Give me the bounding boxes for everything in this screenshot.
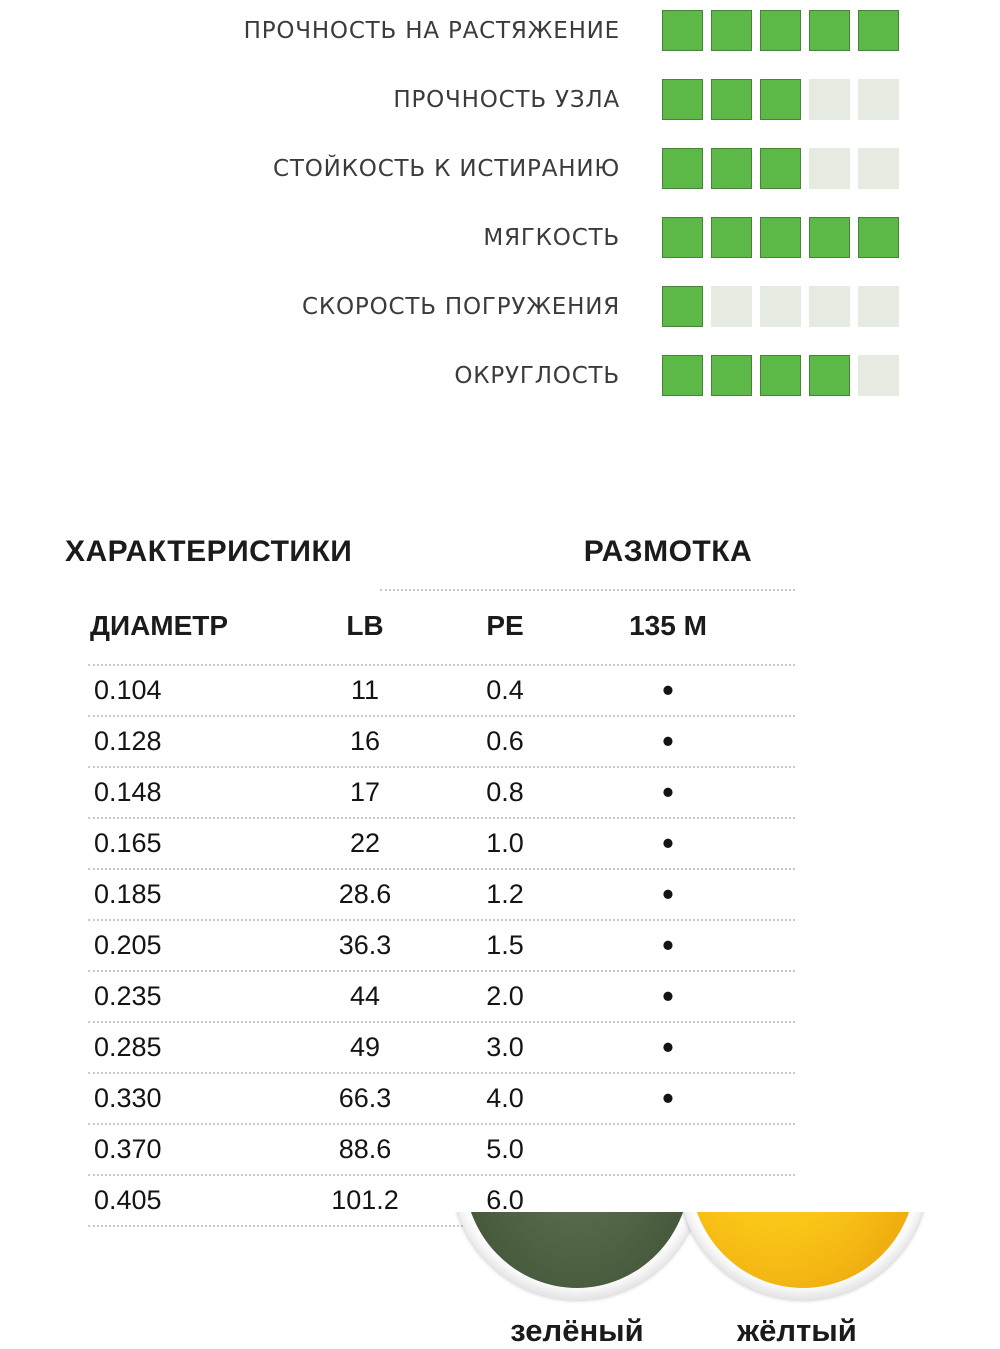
- cell-lb: 36.3: [338, 930, 392, 960]
- cell-pe: 0.4: [486, 675, 524, 705]
- cell-135m-dot: •: [662, 1029, 674, 1065]
- cell-135m-dot: •: [662, 1080, 674, 1116]
- rating-row: [0, 341, 1000, 410]
- cell-lb: 17: [349, 777, 381, 807]
- rating-square-empty: [858, 79, 899, 120]
- cell-pe: 0.6: [486, 726, 524, 756]
- rating-square-filled: [809, 355, 850, 396]
- cell-135m-dot: •: [662, 978, 674, 1014]
- yellow-line-spool-image: [678, 1212, 928, 1304]
- rating-squares: [662, 148, 899, 189]
- table-row: [88, 868, 795, 919]
- rating-row: [0, 0, 1000, 65]
- table-row: [88, 1021, 795, 1072]
- rating-square-filled: [809, 217, 850, 258]
- green-line-spool-image: [452, 1212, 702, 1304]
- cell-diameter: 0.185: [94, 879, 162, 909]
- column-header-lb: LB: [346, 610, 384, 641]
- rating-square-filled: [662, 355, 703, 396]
- table-column-headers: [0, 610, 1000, 644]
- table-row: [88, 664, 795, 715]
- rating-square-filled: [662, 148, 703, 189]
- cell-135m-dot: •: [662, 876, 674, 912]
- cell-diameter: 0.285: [94, 1032, 162, 1062]
- cell-diameter: 0.235: [94, 981, 162, 1011]
- rating-square-filled: [711, 148, 752, 189]
- cell-pe: 1.2: [486, 879, 524, 909]
- rating-row: [0, 134, 1000, 203]
- rating-label: СТОЙКОСТЬ К ИСТИРАНИЮ: [273, 155, 620, 182]
- rating-squares: [662, 286, 899, 327]
- cell-lb: 16: [349, 726, 381, 756]
- rating-square-filled: [711, 79, 752, 120]
- cell-lb: 88.6: [338, 1134, 392, 1164]
- ratings-chart: [0, 0, 1000, 410]
- column-header-pe: PE: [486, 610, 524, 641]
- cell-diameter: 0.148: [94, 777, 162, 807]
- cell-pe: 5.0: [486, 1134, 524, 1164]
- rating-square-filled: [662, 79, 703, 120]
- header-divider: [380, 589, 795, 591]
- rating-square-empty: [858, 286, 899, 327]
- rating-square-filled: [760, 217, 801, 258]
- rating-square-empty: [760, 286, 801, 327]
- cell-lb: 49: [349, 1032, 381, 1062]
- rating-square-empty: [809, 148, 850, 189]
- column-header-diameter: ДИАМЕТР: [90, 610, 229, 641]
- cell-pe: 4.0: [486, 1083, 524, 1113]
- column-header-135m: 135 M: [629, 610, 707, 641]
- spec-table: [88, 664, 795, 1227]
- rating-square-filled: [662, 217, 703, 258]
- rating-square-filled: [662, 10, 703, 51]
- table-row: [88, 1123, 795, 1174]
- rating-label: ОКРУГЛОСТЬ: [454, 362, 620, 389]
- rating-row: [0, 203, 1000, 272]
- rating-square-empty: [858, 355, 899, 396]
- cell-diameter: 0.405: [94, 1185, 162, 1215]
- yellow-line-swatch: [690, 1212, 916, 1288]
- cell-135m-dot: •: [662, 825, 674, 861]
- rating-square-filled: [809, 10, 850, 51]
- rating-square-empty: [809, 79, 850, 120]
- rating-row: [0, 272, 1000, 341]
- cell-135m-dot: •: [662, 927, 674, 963]
- rating-square-filled: [711, 10, 752, 51]
- rating-squares: [662, 10, 899, 51]
- rating-square-filled: [760, 148, 801, 189]
- rating-label: ПРОЧНОСТЬ НА РАСТЯЖЕНИЕ: [243, 17, 620, 44]
- rating-label: МЯГКОСТЬ: [483, 224, 620, 251]
- rating-square-filled: [858, 10, 899, 51]
- rating-square-filled: [760, 79, 801, 120]
- cell-lb: 28.6: [338, 879, 392, 909]
- rating-square-empty: [858, 148, 899, 189]
- table-row: [88, 1072, 795, 1123]
- table-row: [88, 919, 795, 970]
- cell-135m-dot: •: [662, 774, 674, 810]
- table-row: [88, 715, 795, 766]
- section-title-characteristics: ХАРАКТЕРИСТИКИ: [65, 535, 353, 568]
- table-row: [88, 817, 795, 868]
- cell-diameter: 0.330: [94, 1083, 162, 1113]
- cell-lb: 44: [349, 981, 381, 1011]
- rating-square-filled: [760, 355, 801, 396]
- cell-lb: 11: [350, 675, 380, 705]
- cell-diameter: 0.165: [94, 828, 162, 858]
- cell-135m-dot: •: [662, 672, 674, 708]
- cell-pe: 2.0: [486, 981, 524, 1011]
- rating-square-filled: [858, 217, 899, 258]
- yellow-swatch-label: жёлтый: [737, 1313, 857, 1348]
- cell-pe: 3.0: [486, 1032, 524, 1062]
- cell-pe: 6.0: [486, 1185, 524, 1215]
- green-swatch-label: зелёный: [510, 1313, 644, 1348]
- rating-row: [0, 65, 1000, 134]
- cell-lb: 66.3: [338, 1083, 392, 1113]
- rating-square-empty: [809, 286, 850, 327]
- cell-diameter: 0.104: [94, 675, 162, 705]
- rating-squares: [662, 355, 899, 396]
- table-row: [88, 970, 795, 1021]
- cell-diameter: 0.128: [94, 726, 162, 756]
- rating-label: ПРОЧНОСТЬ УЗЛА: [393, 86, 620, 113]
- rating-square-filled: [711, 355, 752, 396]
- section-title-spooling: РАЗМОТКА: [583, 535, 753, 568]
- cell-diameter: 0.370: [94, 1134, 162, 1164]
- rating-label: СКОРОСТЬ ПОГРУЖЕНИЯ: [302, 293, 620, 320]
- cell-pe: 1.5: [486, 930, 524, 960]
- rating-square-empty: [711, 286, 752, 327]
- rating-square-filled: [760, 10, 801, 51]
- rating-square-filled: [711, 217, 752, 258]
- cell-diameter: 0.205: [94, 930, 162, 960]
- cell-135m-dot: [588, 1125, 748, 1174]
- cell-135m-dot: •: [662, 723, 674, 759]
- rating-squares: [662, 217, 899, 258]
- cell-pe: 0.8: [486, 777, 524, 807]
- rating-squares: [662, 79, 899, 120]
- table-row: [88, 766, 795, 817]
- cell-lb: 101.2: [331, 1185, 399, 1215]
- cell-pe: 1.0: [486, 828, 524, 858]
- green-line-swatch: [464, 1212, 690, 1288]
- cell-lb: 22: [349, 828, 381, 858]
- rating-square-filled: [662, 286, 703, 327]
